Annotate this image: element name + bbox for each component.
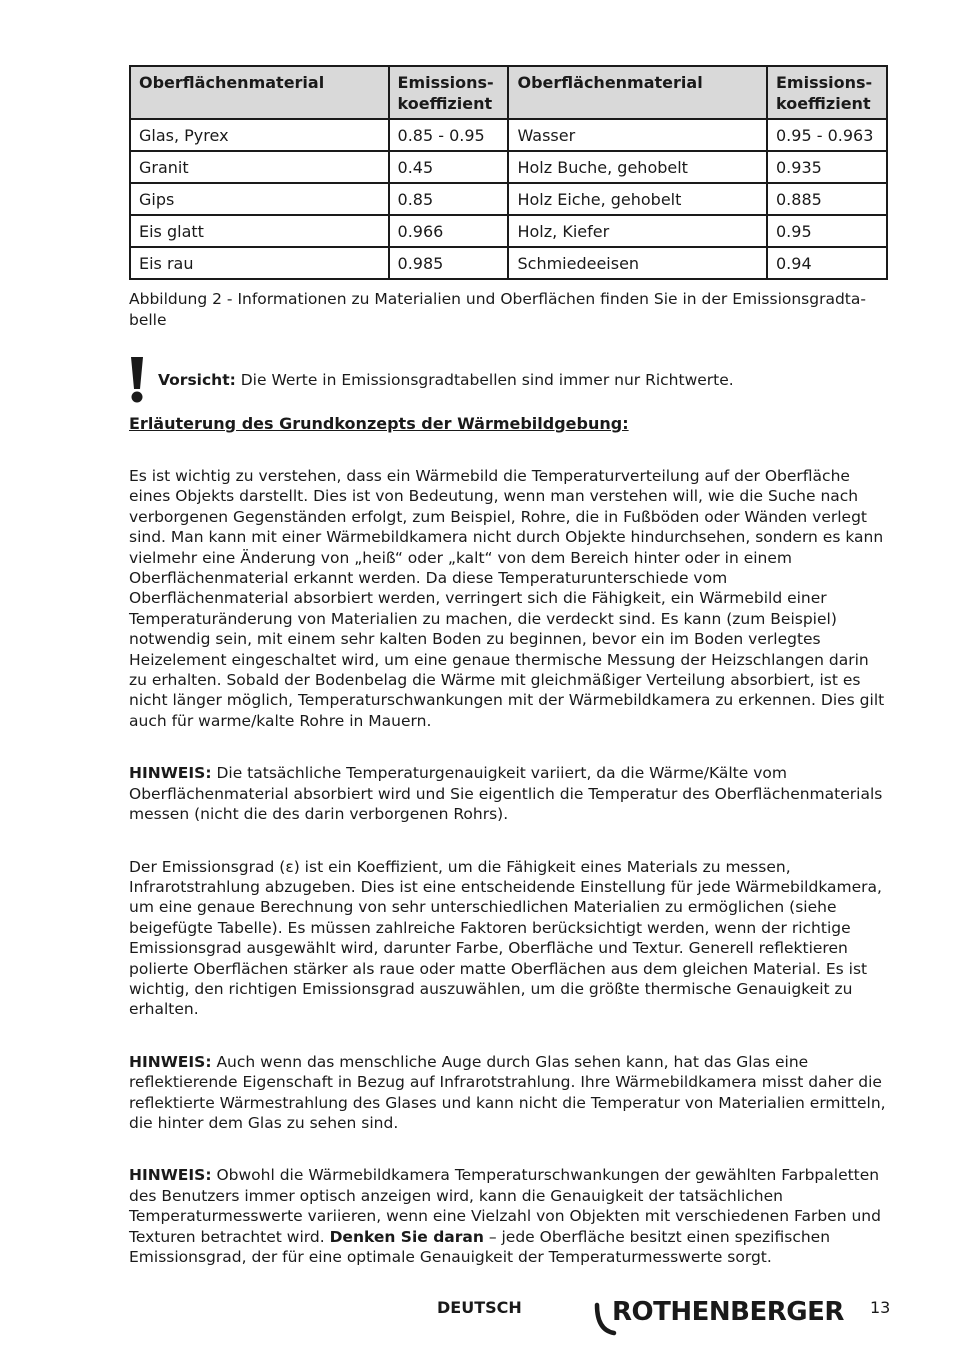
exclamation-icon xyxy=(129,357,145,403)
table-cell: 0.885 xyxy=(767,183,887,215)
table-cell: Granit xyxy=(130,151,389,183)
note-emphasis: Denken Sie daran xyxy=(329,1227,484,1246)
note-paragraph-2 xyxy=(129,1052,889,1134)
caution-body: Die Werte in Emissionsgradtabellen sind immer nur Richtwerte. xyxy=(235,371,734,389)
table-cell: 0.45 xyxy=(389,151,509,183)
header-material-2: Oberflächenmaterial xyxy=(508,66,767,119)
note-label: HINWEIS: xyxy=(129,764,212,783)
table-cell: 0.935 xyxy=(767,151,887,183)
page-content xyxy=(129,65,888,1267)
brand-name: ROTHENBERGER xyxy=(612,1297,844,1327)
table-cell: Eis rau xyxy=(130,247,389,279)
note-text: Auch wenn das menschliche Auge durch Glas sehen kann, hat das Glas eine reflektierende Eigenschaft in Bezug auf Infrarotstrahlung. Ihre Wärmebildkamera misst daher die reflektierte Wärmestrahlung des Glases und kann nicht die Temperatur von Materialien ermitteln, die hinter dem Glas zu sehen sind. xyxy=(129,1052,886,1132)
table-cell: Gips xyxy=(130,183,389,215)
note-label: HINWEIS: xyxy=(129,1166,212,1185)
table-row xyxy=(130,215,887,247)
table-cell: 0.85 - 0.95 xyxy=(389,119,509,151)
table-cell: Holz, Kiefer xyxy=(508,215,767,247)
note-text: Die tatsächliche Temperaturgenauigkeit variiert, da die Wärme/Kälte vom Oberflächenmaterial absorbiert wird und Sie eigentlich die Temperatur des Oberflächenmaterials messen (nicht die des darin verborgenen Rohrs). xyxy=(129,764,883,824)
table-cell: Wasser xyxy=(508,119,767,151)
intro-paragraph: Es ist wichtig zu verstehen, dass ein Wärmebild die Temperaturverteilung auf der Oberfläche eines Objekts darstellt. Dies ist von Bedeutung, wenn man verstehen will, wie die Suche nach verborgenen Gegenständen erfolgt, zum Beispiel, Rohre, die in Fußböden oder Wänden verlegt sind. Man kann mit einer Wärmebildkamera nicht durch Objekte hindurchsehen, sondern es kann vielmehr eine Änderung von „heiß“ oder „kalt“ von dem Bereich hinter oder in einem Oberflächenmaterial erkannt werden. Da diese Temperaturunterschiede vom Oberflächenmaterial absorbiert werden, verringert sich die Fähigkeit, ein Wärmebild einer Temperaturänderung von Materialien zu machen, die verdeckt sind. Es kann (zum Beispiel) notwendig sein, mit einem sehr kalten Boden zu beginnen, bevor ein im Boden verlegtes Heizelement eingeschaltet wird, um eine genaue thermische Messung der Heizschlangen darin zu erhalten. Sobald der Bodenbelag die Wärme mit gleichmäßiger Verteilung absorbiert, ist es nicht länger möglich, Temperaturschwankungen mit der Wärmebildkamera zu erkennen. Dies gilt auch für warme/kalte Rohre in Mauern. xyxy=(129,467,885,730)
header-coefficient-2: Emissions- koeffizient xyxy=(767,66,887,119)
note-text-end: – jede Oberfläche besitzt einen spezifischen Emissionsgrad, der für eine optimale Genauigkeit der Temperaturmesswerte sorgt. xyxy=(129,1227,831,1266)
table-cell: 0.95 xyxy=(767,215,887,247)
table-cell: 0.95 - 0.963 xyxy=(767,119,887,151)
caution-text xyxy=(158,370,734,391)
table-cell: Glas, Pyrex xyxy=(130,119,389,151)
note-paragraph-3 xyxy=(129,1165,889,1267)
table-cell: Holz Eiche, gehobelt xyxy=(508,183,767,215)
figure-caption: Abbildung 2 - Informationen zu Materialien und Oberflächen finden Sie in der Emissionsgradta-belle xyxy=(129,290,866,329)
table-cell: 0.966 xyxy=(389,215,509,247)
page-number: 13 xyxy=(870,1298,891,1317)
note-label: HINWEIS: xyxy=(129,1052,212,1071)
table-row xyxy=(130,151,887,183)
note-paragraph-1 xyxy=(129,763,889,824)
table-cell: 0.985 xyxy=(389,247,509,279)
footer-language: DEUTSCH xyxy=(437,1298,522,1317)
table-cell: Schmiedeeisen xyxy=(508,247,767,279)
table-cell: Holz Buche, gehobelt xyxy=(508,151,767,183)
note-text: Obwohl die Wärmebildkamera Temperaturschwankungen der gewählten Farbpaletten des Benutzers immer optisch anzeigen wird, kann die Genauigkeit der tatsächlichen Temperaturmesswerte variieren, wenn eine Vielzahl von Objekten mit verschiedenen Farben und Texturen betrachtet wird. xyxy=(129,1166,881,1246)
rothenberger-logo xyxy=(594,1297,844,1337)
header-coefficient-1: Emissions- koeffizient xyxy=(389,66,509,119)
header-material-1: Oberflächenmaterial xyxy=(130,66,389,119)
table-header-row xyxy=(130,66,887,119)
table-row xyxy=(130,247,887,279)
table-row xyxy=(130,119,887,151)
caution-notice xyxy=(129,357,888,407)
emissivity-table xyxy=(129,65,888,280)
section-heading: Erläuterung des Grundkonzepts der Wärmebildgebung: xyxy=(129,414,629,433)
caution-label: Vorsicht: xyxy=(158,371,236,389)
emissivity-paragraph: Der Emissionsgrad (ε) ist ein Koeffizient, um die Fähigkeit eines Materials zu messen, Infrarotstrahlung abzugeben. Dies ist eine entscheidende Einstellung für jede Wärmebildkamera, um eine genaue Berechnung von sehr unterschiedlichen Materialien zu ermöglichen (siehe beigefügte Tabelle). Es müssen zahlreiche Faktoren berücksichtigt werden, wenn der richtige Emissionsgrad ausgewählt wird, darunter Farbe, Oberfläche und Textur. Generell reflektieren polierte Oberflächen stärker als raue oder matte Oberflächen aus dem gleichen Material. Es ist wichtig, den richtigen Emissionsgrad auszuwählen, um die größte thermische Genauigkeit zu erhalten. xyxy=(129,857,882,1019)
table-cell: 0.94 xyxy=(767,247,887,279)
table-cell: Eis glatt xyxy=(130,215,389,247)
table-row xyxy=(130,183,887,215)
table-cell: 0.85 xyxy=(389,183,509,215)
